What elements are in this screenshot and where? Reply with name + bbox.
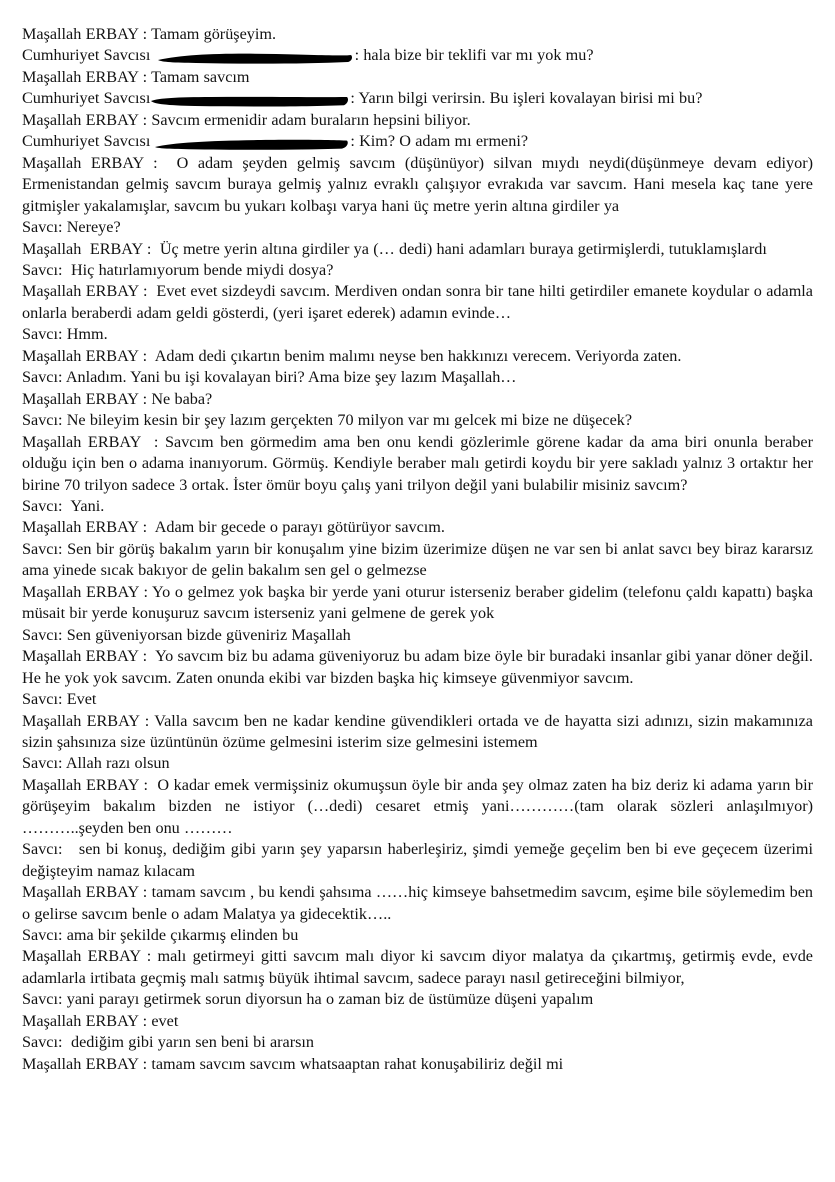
speaker-label: Maşallah ERBAY : [22, 110, 152, 129]
utterance-text: O kadar emek vermişsiniz okumuşsun öyle bir anda şey olmaz zaten ha biz deriz ki adama yarın bir görüşeyim bakalım bizden ne istiyor (…dedi) cesaret etmiş yani…………(tam olarak sözleri anlaşılmıyor) ………..şeyden ben onu ……… [22, 775, 813, 837]
utterance-text: : Kim? O adam mı ermeni? [350, 132, 528, 151]
transcript-line [22, 925, 813, 946]
transcript-line [22, 989, 813, 1010]
utterance-text: Tamam görüşeyim. [151, 25, 277, 43]
speaker-label: Savcı: [22, 926, 67, 945]
speaker-label: Maşallah ERBAY : [22, 518, 155, 537]
speaker-label: Maşallah ERBAY : [22, 582, 153, 601]
transcript-line [22, 775, 813, 839]
transcript-line [22, 45, 813, 66]
transcript-line [22, 239, 813, 260]
utterance-text: Sen bir görüş bakalım yarın bir konuşalım yine bizim üzerimize düşen ne var sen bi anlat savcı bey biraz kararsız ama yinede sıcak bakıyor de gelin bakalım sen gel o gelmezse [22, 539, 813, 580]
speaker-label: Savcı: [22, 990, 67, 1009]
utterance-text: Evet [66, 690, 97, 709]
transcript-line [22, 711, 813, 754]
transcript-line [22, 67, 813, 88]
transcript-line [22, 346, 813, 367]
utterance-text: Yo o gelmez yok başka bir yerde yani oturur isterseniz beraber gidelim (telefonu çaldı kapattı) başka müsait bir yerde konuşuruz savcım isterseniz yani gelmene de gerek yok [22, 582, 814, 623]
speaker-label: Savcı: [22, 411, 67, 430]
transcript-line [22, 324, 813, 345]
speaker-label: Savcı: [22, 625, 67, 644]
utterance-text: dediğim gibi yarın sen beni bi ararsın [70, 1033, 315, 1052]
utterance-text: Üç metre yerin altına girdiler ya (… dedi) hani adamları buraya getirmişlerdi, tutuklamışlardı [159, 239, 767, 258]
transcript-line [22, 153, 813, 217]
transcript-line [22, 517, 813, 538]
speaker-label: Savcı: [22, 539, 68, 558]
speaker-label: Savcı: [22, 690, 67, 709]
transcript-line [22, 539, 813, 582]
transcript-line [22, 24, 813, 45]
utterance-text: Anladım. Yani bu işi kovalayan biri? Ama bize şey lazım Maşallah… [65, 368, 517, 387]
speaker-label: Maşallah ERBAY : [22, 1054, 152, 1073]
transcript-line [22, 260, 813, 281]
redacted-name-mark [151, 138, 349, 151]
speaker-label: Savcı: [22, 840, 79, 859]
utterance-text: : hala bize bir teklifi var mı yok mu? [354, 46, 594, 65]
utterance-text: yani parayı getirmek sorun diyorsun ha o zaman biz de üstümüze düşeni yapalım [66, 990, 594, 1009]
utterance-text: O adam şeyden gelmiş savcım (düşünüyor) silvan mıydı neydi(düşünmeye devam ediyor) Ermenistandan gelmiş savcım buraya gelmiş yalnız evraklı çalışıyor evrakıda var savcım. Hani mesela kaç tane yere gitmişler yakalamışlar, savcım bu yukarı kolbaşı varya hani üç metre yerin altına girdiler ya [22, 153, 813, 215]
transcript-line [22, 582, 813, 625]
transcript-line [22, 753, 813, 774]
transcript-line [22, 389, 813, 410]
speaker-label: Maşallah ERBAY : [22, 432, 166, 451]
speaker-label: Savcı: [22, 496, 71, 515]
speaker-label: Maşallah ERBAY : [22, 883, 152, 902]
speaker-label: Maşallah ERBAY : [22, 711, 155, 730]
utterance-text: Ne bileyim kesin bir şey lazım gerçekten 70 milyon var mı gelcek mi bize ne düşecek? [66, 411, 633, 430]
speaker-label: Maşallah ERBAY : [22, 647, 156, 666]
redacted-name-mark [151, 95, 349, 108]
transcript-line [22, 217, 813, 238]
speaker-label: Maşallah ERBAY : [22, 346, 155, 365]
speaker-label: Maşallah ERBAY : [22, 153, 177, 172]
speaker-label: Savcı: [22, 260, 71, 279]
speaker-label: Cumhuriyet Savcısı [22, 89, 151, 108]
utterance-text: Savcım ermenidir adam buraların hepsini biliyor. [151, 110, 471, 129]
utterance-text: tamam savcım , bu kendi şahsıma ……hiç kimseye bahsetmedim savcım, eşime bile söylemedim ben o gelirse savcım benle o adam Malatya ya gidecektik….. [22, 883, 813, 923]
speaker-label: Maşallah ERBAY : [22, 282, 157, 301]
transcript-line [22, 496, 813, 517]
speaker-label: Maşallah ERBAY : [22, 67, 152, 86]
speaker-label: Savcı: [22, 325, 67, 344]
utterance-text: Yani. [70, 496, 105, 515]
transcript-line [22, 646, 813, 689]
speaker-label: Cumhuriyet Savcısı [22, 46, 155, 65]
redacted-name-mark [156, 52, 354, 65]
utterance-text: : Yarın bilgi verirsin. Bu işleri kovalayan birisi mi bu? [350, 89, 703, 108]
utterance-text: Ne baba? [151, 389, 213, 408]
speaker-label: Maşallah ERBAY : [22, 239, 160, 258]
transcript-line [22, 1032, 813, 1053]
transcript-line [22, 1054, 813, 1075]
transcript-line [22, 110, 813, 131]
utterance-text: Hiç hatırlamıyorum bende miydi dosya? [70, 260, 334, 279]
transcript-line [22, 367, 813, 388]
speaker-label: Cumhuriyet Savcısı [22, 132, 151, 151]
utterance-text: Savcım ben görmedim ama ben onu kendi gözlerimle görene kadar da ama biri onunla beraber olduğu için ben o adama inanıyorum. Görmüş. Kendiyle beraber malı getirdi koydu bir yere sakladı yalnız 3 ortaktır her birine 70 trilyon sadece 3 ortak. İster ömür boyu çalış yani trilyon değil yani bulabilir misiniz savcım? [22, 432, 813, 494]
transcript-line [22, 281, 813, 324]
utterance-text: Nereye? [66, 218, 121, 237]
speaker-label: Maşallah ERBAY : [22, 775, 158, 794]
transcript-line [22, 839, 813, 882]
speaker-label: Savcı: [22, 218, 67, 237]
utterance-text: evet [151, 1011, 179, 1030]
transcript-body [22, 24, 813, 1075]
utterance-text: Adam dedi çıkartın benim malımı neyse ben hakkınızı verecem. Veriyorda zaten. [154, 346, 682, 365]
speaker-label: Savcı: [22, 1033, 71, 1052]
transcript-line [22, 946, 813, 989]
utterance-text: Evet evet sizdeydi savcım. Merdiven ondan sonra bir tane hilti getirdiler emanete koydular o adamla onlarla beraberdi adam geldi gösterdi, (yeri işaret ederek) adamın evinde… [22, 282, 813, 322]
utterance-text: tamam savcım savcım whatsaaptan rahat konuşabiliriz değil mi [151, 1054, 564, 1073]
transcript-line [22, 1011, 813, 1032]
utterance-text: Yo savcım biz bu adama güveniyoruz bu adam bize öyle bir buradaki insanlar gibi yanar döner değil. He he yok yok savcım. Zaten onunda ekibi var bizden başka hiç kimseye güvenmiyor savcım. [22, 647, 813, 687]
transcript-line [22, 882, 813, 925]
transcript-line [22, 432, 813, 496]
utterance-text: Valla savcım ben ne kadar kendine güvendikleri ortada ve de hayatta sizi adınızı, sizin makamınıza sizin şahsınıza size üzüntünün özüme gelmesini isterim size gelmesini istemem [22, 711, 813, 751]
utterance-text: Hmm. [66, 325, 108, 344]
utterance-text: Sen güveniyorsan bizde güveniriz Maşallah [66, 625, 351, 644]
transcript-line [22, 88, 813, 109]
speaker-label: Savcı: [22, 368, 66, 387]
transcript-line [22, 689, 813, 710]
speaker-label: Maşallah ERBAY : [22, 1011, 152, 1030]
speaker-label: Savcı: [22, 754, 66, 773]
utterance-text: Allah razı olsun [65, 754, 170, 773]
transcript-line [22, 625, 813, 646]
utterance-text: ama bir şekilde çıkarmış elinden bu [66, 926, 299, 945]
speaker-label: Maşallah ERBAY : [22, 389, 152, 408]
transcript-line [22, 410, 813, 431]
speaker-label: Maşallah ERBAY : [22, 25, 152, 43]
transcript-line [22, 131, 813, 152]
utterance-text: Tamam savcım [151, 67, 250, 86]
utterance-text: Adam bir gecede o parayı götürüyor savcım. [154, 518, 445, 537]
utterance-text: malı getirmeyi gitti savcım malı diyor ki savcım diyor malatya da çıkartmış, getirmiş evde, evde adamlarla irtibata geçmiş malı satmış büyük ihtimal savcım, sadece parayı nasıl getireceğini bilmiyor, [22, 947, 813, 987]
utterance-text: sen bi konuş, dediğim gibi yarın şey yaparsın haberleşiriz, şimdi yemeğe geçelim ben bi eve geçecem üzerimi değişteyim namaz kılacam [22, 840, 814, 880]
speaker-label: Maşallah ERBAY : [22, 947, 158, 966]
